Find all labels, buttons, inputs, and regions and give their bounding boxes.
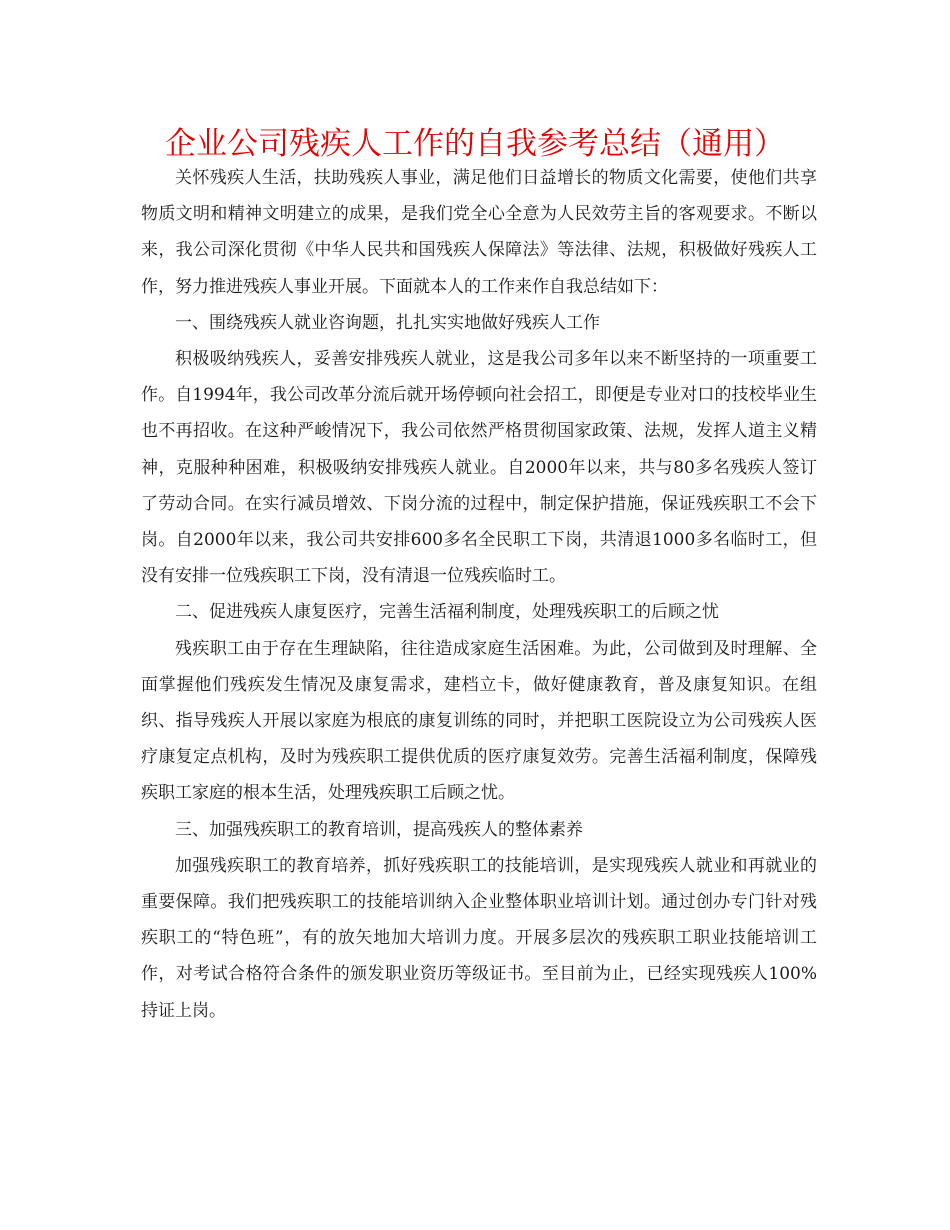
section-heading-1: 一、围绕残疾人就业咨询题，扎扎实实地做好残疾人工作	[175, 312, 600, 333]
section-3-paragraph: 加强残疾职工的教育培养，抓好残疾职工的技能培训，是实现残疾人就业和再就业的重要保障。我们把残疾职工的技能培训纳入企业整体职业培训计划。通过创办专门针对残疾职工的“特色班”，有的放矢地加大培训力度。开展多层次的残疾职工职业技能培训工作，对考试合格符合条件的颁发职业资历等级证书。至目前为止，已经实现残疾人100%持证上岗。	[141, 855, 817, 1021]
intro-paragraph: 关怀残疾人生活，扶助残疾人事业，满足他们日益增长的物质文化需要，使他们共享物质文明和精神文明建立的成果，是我们党全心全意为人民效劳主旨的客观要求。不断以来，我公司深化贯彻《中华人民共和国残疾人保障法》等法律、法规，积极做好残疾人工作，努力推进残疾人事业开展。下面就本人的工作来作自我总结如下：	[141, 168, 817, 297]
section-heading-3: 三、加强残疾职工的教育培训，提高残疾人的整体素养	[175, 819, 583, 840]
section-1-paragraph: 积极吸纳残疾人，妥善安排残疾人就业，这是我公司多年以来不断坚持的一项重要工作。自1994年，我公司改革分流后就开场停顿向社会招工，即便是专业对口的技校毕业生也不再招收。在这种严峻情况下，我公司依然严格贯彻国家政策、法规，发挥人道主义精神，克服种种困难，积极吸纳安排残疾人就业。自2000年以来，共与80多名残疾人签订了劳动合同。在实行减员增效、下岗分流的过程中，制定保护措施，保证残疾职工不会下岗。自2000年以来，我公司共安排600多名全民职工下岗，共清退1000多名临时工，但没有安排一位残疾职工下岗，没有清退一位残疾临时工。	[141, 349, 817, 587]
page-title: 企业公司残疾人工作的自我参考总结（通用）	[165, 126, 785, 162]
section-heading-2: 二、促进残疾人康复医疗，完善生活福利制度，处理残疾职工的后顾之忧	[175, 602, 719, 623]
section-2-paragraph: 残疾职工由于存在生理缺陷，往往造成家庭生活困难。为此，公司做到及时理解、全面掌握他们残疾发生情况及康复需求，建档立卡，做好健康教育，普及康复知识。在组织、指导残疾人开展以家庭为根底的康复训练的同时，并把职工医院设立为公司残疾人医疗康复定点机构，及时为残疾职工提供优质的医疗康复效劳。完善生活福利制度，保障残疾职工家庭的根本生活，处理残疾职工后顾之忧。	[141, 638, 817, 804]
document-body	[141, 160, 817, 1029]
